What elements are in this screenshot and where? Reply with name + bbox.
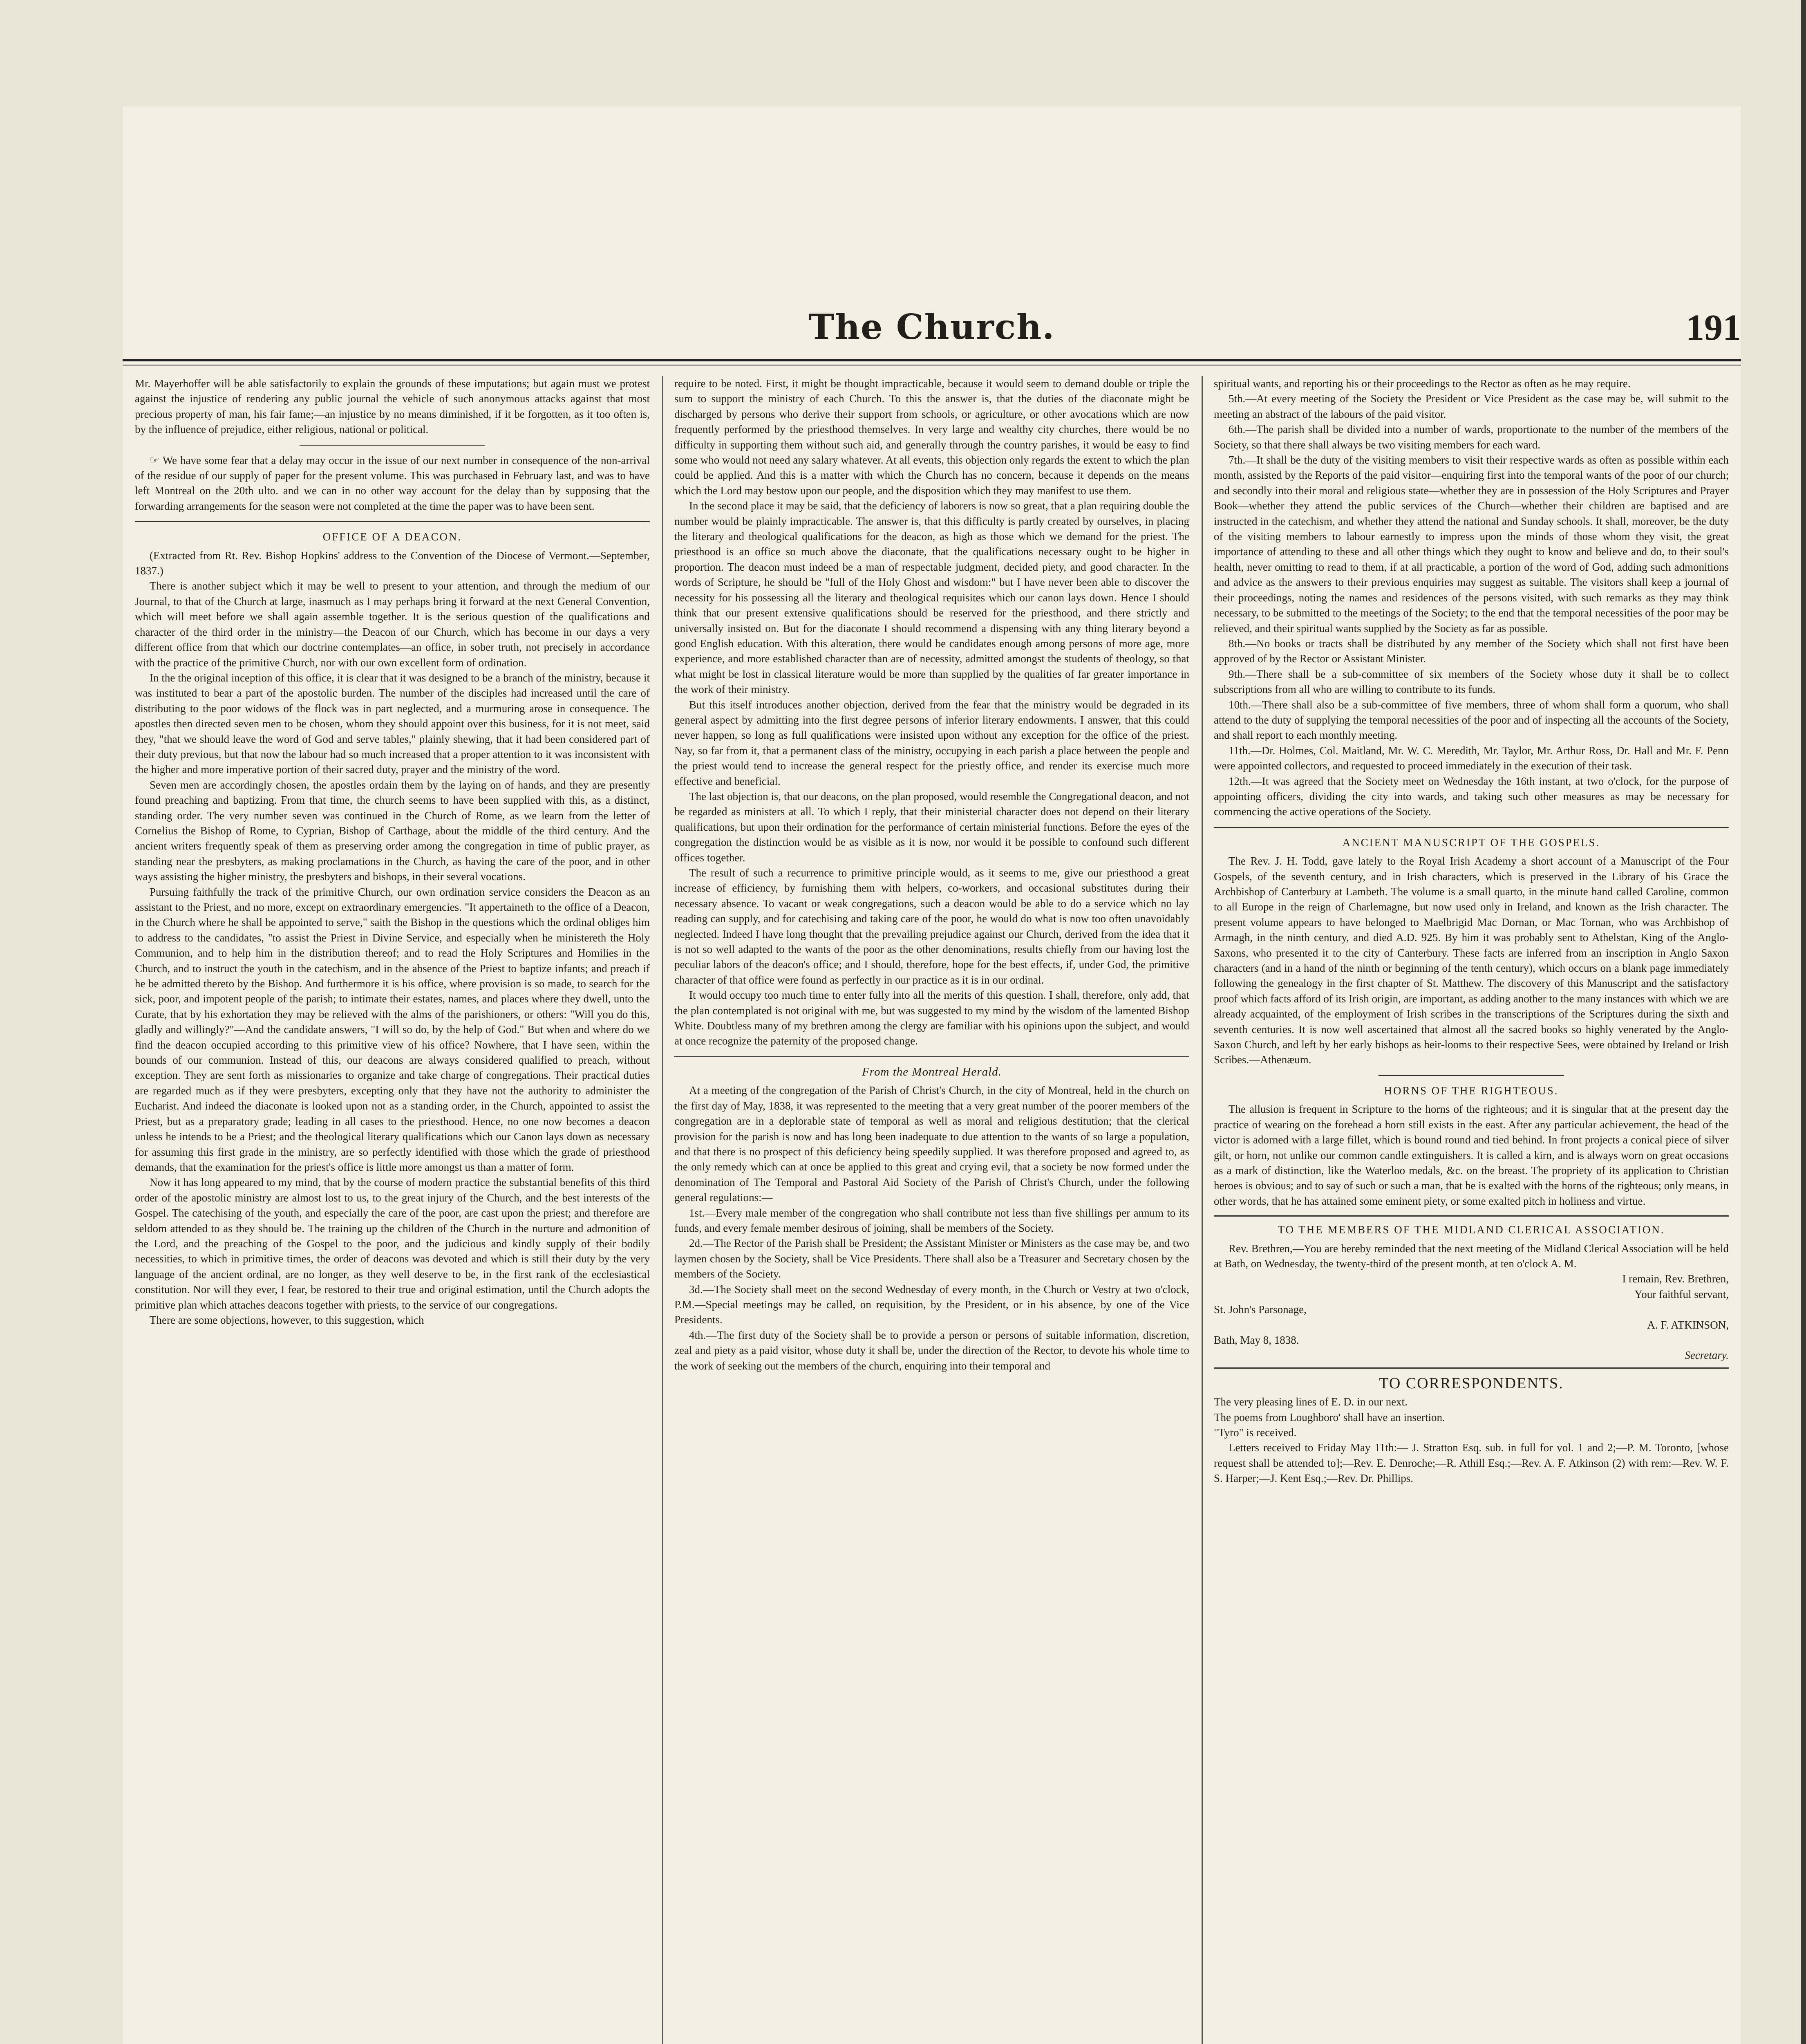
deacon-heading: OFFICE OF A DEACON. [322, 531, 462, 543]
divider [1214, 827, 1729, 828]
clerical-closing: I remain, Rev. Brethren, [1622, 1273, 1729, 1285]
correspondents-heading: TO CORRESPONDENTS. [1379, 1374, 1564, 1392]
regulation: 7th.—It shall be the duty of the visiting members to visit their respective wards as often as possible within each month, assisted by the Reports of the paid visitor—enquiring first into the temporal wants of the poor of our church; and secondly into their moral and religious state—whether they are in possession of the Holy Scriptures and Prayer Book—whether they attend the public services of the Church—whether their children are baptised and are instructed in the catechism, and whether they attend the national and Sunday schools. It shall, moreover, be the duty of the visiting members to labour earnestly to impress upon the minds of those whom they visit, the great importance of attending to these and all other things which they ought to know and believe and do, to their soul's health, never omitting to read to them, if at all practicable, a portion of the word of God, adding such admonitions and advice as the answers to their previous enquiries may suggest as suitable. The visitors shall keep a journal of their proceedings, noting the names and residences of the persons visited, with such remarks as they may think necessary, to be submitted to the meetings of the Society; to the end that the temporal necessities of the poor may be relieved, and their spiritual wants supplied by the Society as far as possible. [1214, 454, 1729, 634]
deacon-continued: It would occupy too much time to enter fully into all the merits of this question. I shall, therefore, only add, that the plan contemplated is not original with me, but was suggested to my mind by the wisdom of the lamented Bishop White. Doubtless many of my brethren among the clergy are familiar with his opinions upon the subject, and would at once recognize the paternity of the proposed change. [674, 989, 1189, 1047]
signature-place: St. John's Parsonage, [1214, 1303, 1307, 1316]
deacon-paragraph: There is another subject which it may be well to present to your attention, and through the medium of our Journal, to that of the Church at large, inasmuch as I may perhaps bring it forward at the next General Convention, which will meet before we shall again assemble together. It is the serious question of the qualifications and character of the third order in the ministry—the Deacon of our Church, which has become in our days a very different office from that which our doctrine contemplates—an office, in sober truth, not precisely in accordance with the practice of the primitive Church, nor with our own excellent form of ordination. [135, 580, 650, 669]
divider [674, 1056, 1189, 1057]
horns-text: The allusion is frequent in Scripture to the horns of the righteous; and it is singular that at the present day the practice of wearing on the forehead a horn still exists in the east. After any particular achievement, the head of the victor is adorned with a large fillet, which is bound round and tied behind. In front projects a conical piece of silver gilt, or horn, not unlike our common candle extinguishers. It is called a kirn, and is always worn on great occasions as a mark of distinction, like the Waterloo medals, &c. on the breast. The propriety of its application to Christian heroes is obvious; and to say of such or such a man, that he is exalted with the horns of the righteous; only means, in other words, that he has attained some eminent piety, or some exalted pitch in holiness and virtue. [1214, 1103, 1729, 1207]
herald-heading: From the Montreal Herald. [862, 1065, 1002, 1078]
regulation: 8th.—No books or tracts shall be distributed by any member of the Society which shall not first have been approved of by the Rector or Assistant Minister. [1214, 637, 1729, 665]
column-separator [1202, 376, 1203, 2044]
manuscript-text: The Rev. J. H. Todd, gave lately to the Royal Irish Academy a short account of a Manuscript of the Four Gospels, of the seventh century, and in Irish characters, which is preserved in the Library of his Grace the Archbishop of Canterbury at Lambeth. The volume is a small quarto, in the minute hand called Caroline, common to all Europe in the reign of Charlemagne, but now used only in Ireland, and known as the Irish character. The present volume appears to have belonged to Maelbrigid Mac Dornan, or Mac Tornan, who was Archbishop of Armagh, in the ninth century, and died A.D. 925. By him it was probably sent to Athelstan, King of the Anglo-Saxons, who presented it to the city of Canterbury. These facts are inferred from an inscription in Anglo Saxon characters (and in a hand of the ninth or beginning of the tenth century), which occurs on a blank page immediately following the genealogy in the first chapter of St. Matthew. The discovery of this Manuscript and the satisfactory proof which facts afford of its Irish origin, are important, as adding another to the many instances with which we are already acquainted, of the employment of Irish scribes in the transcriptions of the Scriptures during the sixth and seventh centuries. It is now well ascertained that almost all the sacred books so highly venerated by the Anglo-Saxon Church, and left by her early bishops as heir-looms to their respective Sees, were obtained by Ireland or Irish Scribes.—Athenæum. [1214, 855, 1729, 1066]
divider [1379, 1075, 1564, 1076]
regulation: spiritual wants, and reporting his or their proceedings to the Rector as often as he may require. [1214, 377, 1631, 390]
signature-role [1214, 1348, 1729, 1363]
signature-name: A. F. ATKINSON, [1647, 1318, 1729, 1331]
deacon-continued: The last objection is, that our deacons, on the plan proposed, would resemble the Congregational deacon, and not be regarded as ministers at all. To which I reply, that their ministerial character does not depend on their literary qualifications, but upon their ordination for the performance of certain ministerial functions. Before the eyes of the congregation the distinction would be as visible as it is now, nor would it be possible to confound such different offices together. [674, 790, 1189, 864]
regulation: 1st.—Every male member of the congregation who shall contribute not less than five shillings per annum to its funds, and every female member desirous of joining, shall be members of the Society. [674, 1206, 1189, 1234]
masthead [123, 307, 1741, 356]
clerical-notice [1214, 1215, 1729, 1369]
regulation: 3d.—The Society shall meet on the second Wednesday of every month, in the Church or Vestry at two o'clock, P.M.—Special meetings may be called, on requisition, by the President, or in his absence, by one of the Vice Presidents. [674, 1283, 1189, 1326]
deacon-continued: require to be noted. First, it might be thought impracticable, because it would seem to demand double or triple the sum to support the ministry of each Church. To this the answer is, that the duties of the diaconate might be discharged by persons who derive their support from schools, or agriculture, or other avocations which are now frequently performed by the priesthood themselves. In very large and wealthy city churches, there would be no difficulty in supporting them without such aid, and generally through the country parishes, it would be easy to find some who would not need any salary whatever. At all events, this objection only regards the extent to which the plan could be applied. And this is a matter with which the Church has no concern, because it depends on the means which the Lord may bestow upon our people, and the disposition which they may manifest to use them. [674, 377, 1189, 497]
deacon-source: (Extracted from Rt. Rev. Bishop Hopkins' address to the Convention of the Diocese of Vermont.—September, 1837.) [135, 549, 650, 577]
deacon-paragraph: There are some objections, however, to this suggestion, which [150, 1313, 424, 1326]
regulation: 5th.—At every meeting of the Society the President or Vice President as the case may be, will submit to the meeting an abstract of the labours of the paid visitor. [1214, 392, 1729, 420]
column-1 [135, 376, 650, 1328]
deacon-continued: In the second place it may be said, that the deficiency of laborers is now so great, that a plan requiring double the number would be plainly impracticable. The answer is, that this difficulty is partly created by ourselves, in placing the literary and theological qualifications for the deacon, as high as those which we demand for the priest. The priesthood is an office so much above the diaconate, that the qualifications necessary ought to be higher in proportion. The deacon must indeed be a man of respectable judgment, decided piety, and good character. In the words of Scripture, he should be "full of the Holy Ghost and wisdom:" but I have never been able to discover the necessity for his possessing all the literary and theological requisites which our canon lays down. Hence I should think that our present extensive qualifications should be reserved for the priesthood, and there strictly and universally insisted on. But for the diaconate I should recommend a dispensing with any thing literary beyond a good English education. With this alteration, there would be candidates enough among persons of more age, more experience, and more established character than are of necessity, admitted amongst the students of theology, so that what might be lost in classical literature would be more than supplied by the qualities of far greater importance in the work of their ministry. [674, 500, 1189, 696]
signature-date: Bath, May 8, 1838. [1214, 1334, 1299, 1346]
opening-paragraph: Mr. Mayerhoffer will be able satisfactorily to explain the grounds of these imputations; but again must we protest against the injustice of rendering any public journal the vehicle of such anonymous attacks against that most precious property of man, his fair fame;—an injustice by no means diminished, if it be forgotten, as it too often is, by the influence of prejudice, either religious, national or political. [135, 377, 650, 436]
herald-intro: At a meeting of the congregation of the Parish of Christ's Church, in the city of Montreal, held in the church on the first day of May, 1838, it was represented to the meeting that a very great number of the poorer members of the congregation are in a deplorable state of temporal as well as moral and religious destitution; that the clerical provision for the parish is now and has long been inadequate to due attention to the wants of so large a population, and that there is no prospect of this deficiency being speedily supplied. It was therefore proposed and agreed to, as the only remedy which can at once be applied to this great and crying evil, that a society be now formed under the denomination of The Temporal and Pastoral Aid Society of the Parish of Christ's Church, under the following general regulations:— [674, 1084, 1189, 1204]
binding-edge [1801, 0, 1806, 2044]
deacon-paragraph: Pursuing faithfully the track of the primitive Church, our own ordination service considers the Deacon as an assistant to the Priest, and no more, except on extraordinary emergencies. "It appertaineth to the office of a Deacon, in the Church where he shall be appointed to serve," saith the Bishop in the questions which the ordinal obliges him to address to the candidates, "to assist the Priest in Divine Service, and especially when he ministereth the Holy Communion, and to help him in the distribution thereof; and to read the Holy Scriptures and Homilies in the Church, and to instruct the youth in the catechism, and in the absence of the Priest to baptize infants; and preach if he be admitted thereto by the Bishop. And furthermore it is his office, where provision is so made, to search for the sick, poor, and impotent people of the parish; to intimate their estates, names, and places where they dwell, unto the Curate, that by his exhortation they may be relieved with the alms of the parishioners, or others: "Will you do this, gladly and willingly?"—And the candidate answers, "I will so do, by the help of God." But when and where do we find the deacon occupied according to this primitive view of his office? Nowhere, that I have seen, within the bounds of our communion. Instead of this, our deacons are always considered qualified to preach, without exception. They are sent forth as missionaries to organize and take charge of congregations. Their practical duties are regarded much as if they were presbyters, excepting only that they have not the authority to administer the Eucharist. And indeed the diaconate is looked upon not as a standing order, in the Church, appointed to assist the Priest, but as a preparatory grade; leading in all cases to the priesthood. Hence, no one now becomes a deacon unless he intends to be a Priest; and the theological literary qualifications which our Canon lays down as necessary for assuming this first grade in the ministry, are so perfectly identified with those which the grade of priesthood demands, that the examination for the priest's office is little more amongst us than a matter of form. [135, 885, 650, 1173]
clerical-closing-2: Your faithful servant, [1634, 1288, 1729, 1300]
deacon-continued: But this itself introduces another objection, derived from the fear that the ministry would be degraded in its general aspect by admitting into the first degree persons of inferior literary endowments. I answer, that this could never happen, so long as full qualifications were insisted upon without any exception for the office of the priest. Nay, so far from it, that a permanent class of the ministry, occupying in each parish a place between the people and the priest would tend to increase the general respect for the priestly office, and render its exercise much more effective and beneficial. [674, 698, 1189, 787]
deacon-paragraph: In the the original inception of this office, it is clear that it was designed to be a branch of the ministry, because it was instituted to bear a part of the apostolic burden. The number of the disciples had increased until the care of distributing to the poor widows of the flock was in part neglected, and a murmuring arose in consequence. The apostles then directed seven men to be chosen, whom they should appoint over this business, for it is not meet, said they, "that we should leave the word of God and serve tables," plainly shewing, that it had been considered part of their duty previous, but that now the labour had so much increased that a proper attention to it was inconsistent with the higher and more imperative portion of their sacred duty, prayer and the ministry of the word. [135, 671, 650, 776]
clerical-heading: TO THE MEMBERS OF THE MIDLAND CLERICAL ASSOCIATION. [1278, 1224, 1665, 1236]
masthead-rule [123, 359, 1741, 361]
paper-delay-notice: ☞ We have some fear that a delay may occur in the issue of our next number in consequence of the non-arrival of the residue of our supply of paper for the present volume. This was purchased in February last, and was to have left Montreal on the 20th ulto. and we can in no other way account for the delay than by supposing that the forwarding arrangements for the season were not completed at the time the paper was to have been sent. [135, 454, 650, 512]
newspaper-page [123, 106, 1741, 2044]
clerical-text: Rev. Brethren,—You are hereby reminded that the next meeting of the Midland Clerical Association will be held at Bath, on Wednesday, the twenty-third of the present month, at ten o'clock A. M. [1214, 1242, 1729, 1270]
regulation: 4th.—The first duty of the Society shall be to provide a person or persons of suitable information, discretion, zeal and piety as a paid visitor, whose duty it shall be, under the direction of the Rector, to devote his whole time to the work of seeking out the members of the church, enquiring into their temporal and [674, 1329, 1189, 1372]
column-3 [1214, 376, 1729, 1486]
column-separator [662, 376, 663, 2044]
correspondent-line: The poems from Loughboro' shall have an insertion. [1214, 1411, 1445, 1423]
page-title: The Church. [808, 307, 1055, 347]
divider [135, 521, 650, 522]
horns-heading: HORNS OF THE RIGHTEOUS. [1384, 1084, 1559, 1097]
divider [300, 445, 485, 446]
regulation: 6th.—The parish shall be divided into a number of wards, proportionate to the number of the members of the Society, so that there shall always be two visiting members for each ward. [1214, 423, 1729, 451]
regulation: 10th.—There shall also be a sub-committee of five members, three of whom shall form a quorum, who shall attend to the duty of supplying the temporal necessities of the poor and of inspecting all the accounts of the Society, and shall report to each monthly meeting. [1214, 698, 1729, 742]
deacon-paragraph: Seven men are accordingly chosen, the apostles ordain them by the laying on of hands, and they are presently found preaching and baptizing. From that time, the church seems to have been supplied with this, as a distinct, standing order. The very number seven was continued in the Church of Rome, as we learn from the letter of Cornelius the Bishop of Rome, to Cyprian, Bishop of Carthage, about the middle of the third century. And the ancient writers frequently speak of them as preserving order among the congregation in time of public prayer, as standing near the presbyters, as making proclamations in the Church, as having the care of the poor, and in other ways assisting the higher ministry, the presbyters and bishops, in their several vocations. [135, 778, 650, 883]
regulation: 12th.—It was agreed that the Society meet on Wednesday the 16th instant, at two o'clock, for the purpose of appointing officers, dividing the city into wards, and taking such other measures as may be necessary for commencing the active operations of the Society. [1214, 775, 1729, 818]
regulation: 2d.—The Rector of the Parish shall be President; the Assistant Minister or Ministers as the case may be, and two laymen chosen by the Society, shall be Vice Presidents. There shall also be a Treasurer and Secretary chosen by the members of the Society. [674, 1237, 1189, 1280]
regulation: 11th.—Dr. Holmes, Col. Maitland, Mr. W. C. Meredith, Mr. Taylor, Mr. Arthur Ross, Dr. Hall and Mr. F. Penn were appointed collectors, and requested to proceed immediately in the execution of their task. [1214, 744, 1729, 772]
deacon-continued: The result of such a recurrence to primitive principle would, as it seems to me, give our priesthood a great increase of efficiency, by furnishing them with helpers, co-workers, and occasional substitutes during their necessary absence. To vacant or weak congregations, such a deacon would be able to do a service which no lay reading can supply, and for catechising and taking care of the poor, he would do what is now too often unavoidably neglected. Indeed I have long thought that the prevailing prejudice against our Church, derived from the idea that it is not so well adapted to the wants of the poor as the other denominations, results chiefly from our having lost the peculiar labors of the deacon's office; and I should, therefore, hope for the best effects, if, under God, the primitive character of that office were found as perfectly in our practice as it is in our ordinal. [674, 867, 1189, 986]
signature-role-text: Secretary. [1685, 1349, 1729, 1362]
regulation: 9th.—There shall be a sub-committee of six members of the Society whose duty it shall be to collect subscriptions from all who are willing to contribute to its funds. [1214, 668, 1729, 696]
deacon-paragraph: Now it has long appeared to my mind, that by the course of modern practice the substantial benefits of this third order of the apostolic ministry are almost lost to us, to the great injury of the Church, and the best interests of the Gospel. The catechising of the youth, and especially the care of the poor, are cast upon the priest; and therefore are seldom attended to as they should be. The training up the children of the Church in the nurture and admonition of the Lord, and the preaching of the Gospel to the poor, and the judicious and kindly supply of their bodily necessities, to which in primitive times, the order of deacons was devoted and which is still their duty by the very language of the ancient ordinal, are no longer, as they well deserve to be, in the first rank of the ecclesiastical constitution. Nor will they ever, I fear, be restored to their true and original estimation, until the Church adopts the primitive plan which attaches deacons together with priests, to the service of our congregations. [135, 1176, 650, 1311]
page-number: 191 [1686, 307, 1741, 348]
letters-received: Letters received to Friday May 11th:— J. Stratton Esq. sub. in full for vol. 1 and 2;—P. M. Toronto, [whose request shall be attended to];—Rev. E. Denroche;—R. Athill Esq.;—Rev. A. F. Atkinson (2) with rem:—Rev. W. F. S. Harper;—J. Kent Esq.;—Rev. Dr. Phillips. [1214, 1441, 1729, 1485]
correspondent-line: The very pleasing lines of E. D. in our next. [1214, 1396, 1408, 1408]
manuscript-heading: ANCIENT MANUSCRIPT OF THE GOSPELS. [1342, 836, 1600, 849]
column-2 [674, 376, 1189, 1374]
correspondent-line: "Tyro" is received. [1214, 1426, 1297, 1439]
